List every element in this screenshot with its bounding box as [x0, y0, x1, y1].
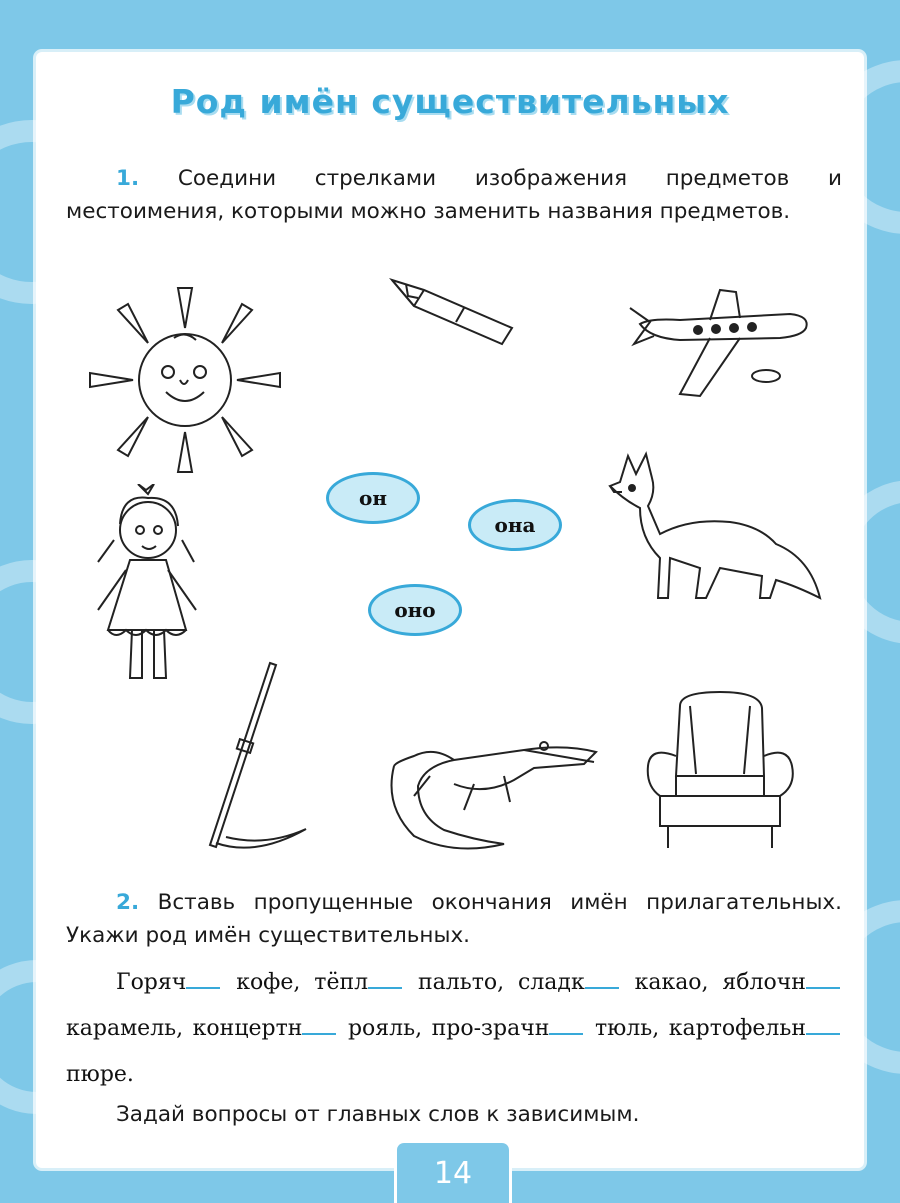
blank-field[interactable]	[806, 1015, 840, 1035]
pronoun-on[interactable]: он	[326, 472, 420, 524]
airplane-icon[interactable]	[620, 274, 820, 414]
exercise-text	[66, 960, 842, 1098]
blank-field[interactable]	[302, 1015, 336, 1035]
scythe-icon[interactable]	[186, 657, 316, 857]
blank-field[interactable]	[549, 1015, 583, 1035]
blank-field[interactable]	[806, 969, 840, 989]
task-1-number: 1.	[116, 166, 140, 191]
word: карамель,	[66, 1016, 184, 1041]
page-number: 14	[394, 1140, 512, 1203]
page-title: Род имён существительных	[170, 82, 730, 121]
task-3	[66, 1098, 842, 1131]
word: рояль,	[347, 1016, 423, 1041]
pronoun-ono[interactable]: оно	[368, 584, 462, 636]
sun-icon[interactable]	[80, 280, 290, 480]
armchair-icon[interactable]	[640, 686, 800, 856]
task-3-text: Задай вопросы от главных слов к зависимым.	[116, 1102, 640, 1127]
worksheet-page	[36, 52, 864, 1168]
word: кофе,	[236, 970, 301, 995]
word: Горяч	[116, 970, 187, 995]
word: пюре.	[66, 1062, 134, 1087]
word: пальто,	[417, 970, 505, 995]
word: картофельн	[668, 1016, 806, 1041]
blank-field[interactable]	[186, 969, 220, 989]
word: какао,	[634, 970, 709, 995]
task-2-text: Вставь пропущенные окончания имён прилагательных. Укажи род имён существительных.	[66, 890, 842, 948]
word: тёпл	[314, 970, 369, 995]
task-2	[66, 886, 842, 952]
pronoun-ona[interactable]: она	[468, 499, 562, 551]
word: яблочн	[722, 970, 806, 995]
word: сладк	[518, 970, 585, 995]
task-1-text: Соедини стрелками изображения предметов и местоимения, которыми можно заменить названия предметов.	[66, 166, 842, 224]
word: тюль,	[594, 1016, 660, 1041]
task-1	[66, 162, 842, 228]
task-2-number: 2.	[116, 890, 140, 915]
pencil-icon[interactable]	[384, 270, 524, 350]
word: про-зрачн	[431, 1016, 550, 1041]
crocodile-icon[interactable]	[374, 706, 604, 856]
fox-icon[interactable]	[600, 448, 830, 608]
blank-field[interactable]	[585, 969, 619, 989]
blank-field[interactable]	[368, 969, 402, 989]
word: концертн	[192, 1016, 303, 1041]
